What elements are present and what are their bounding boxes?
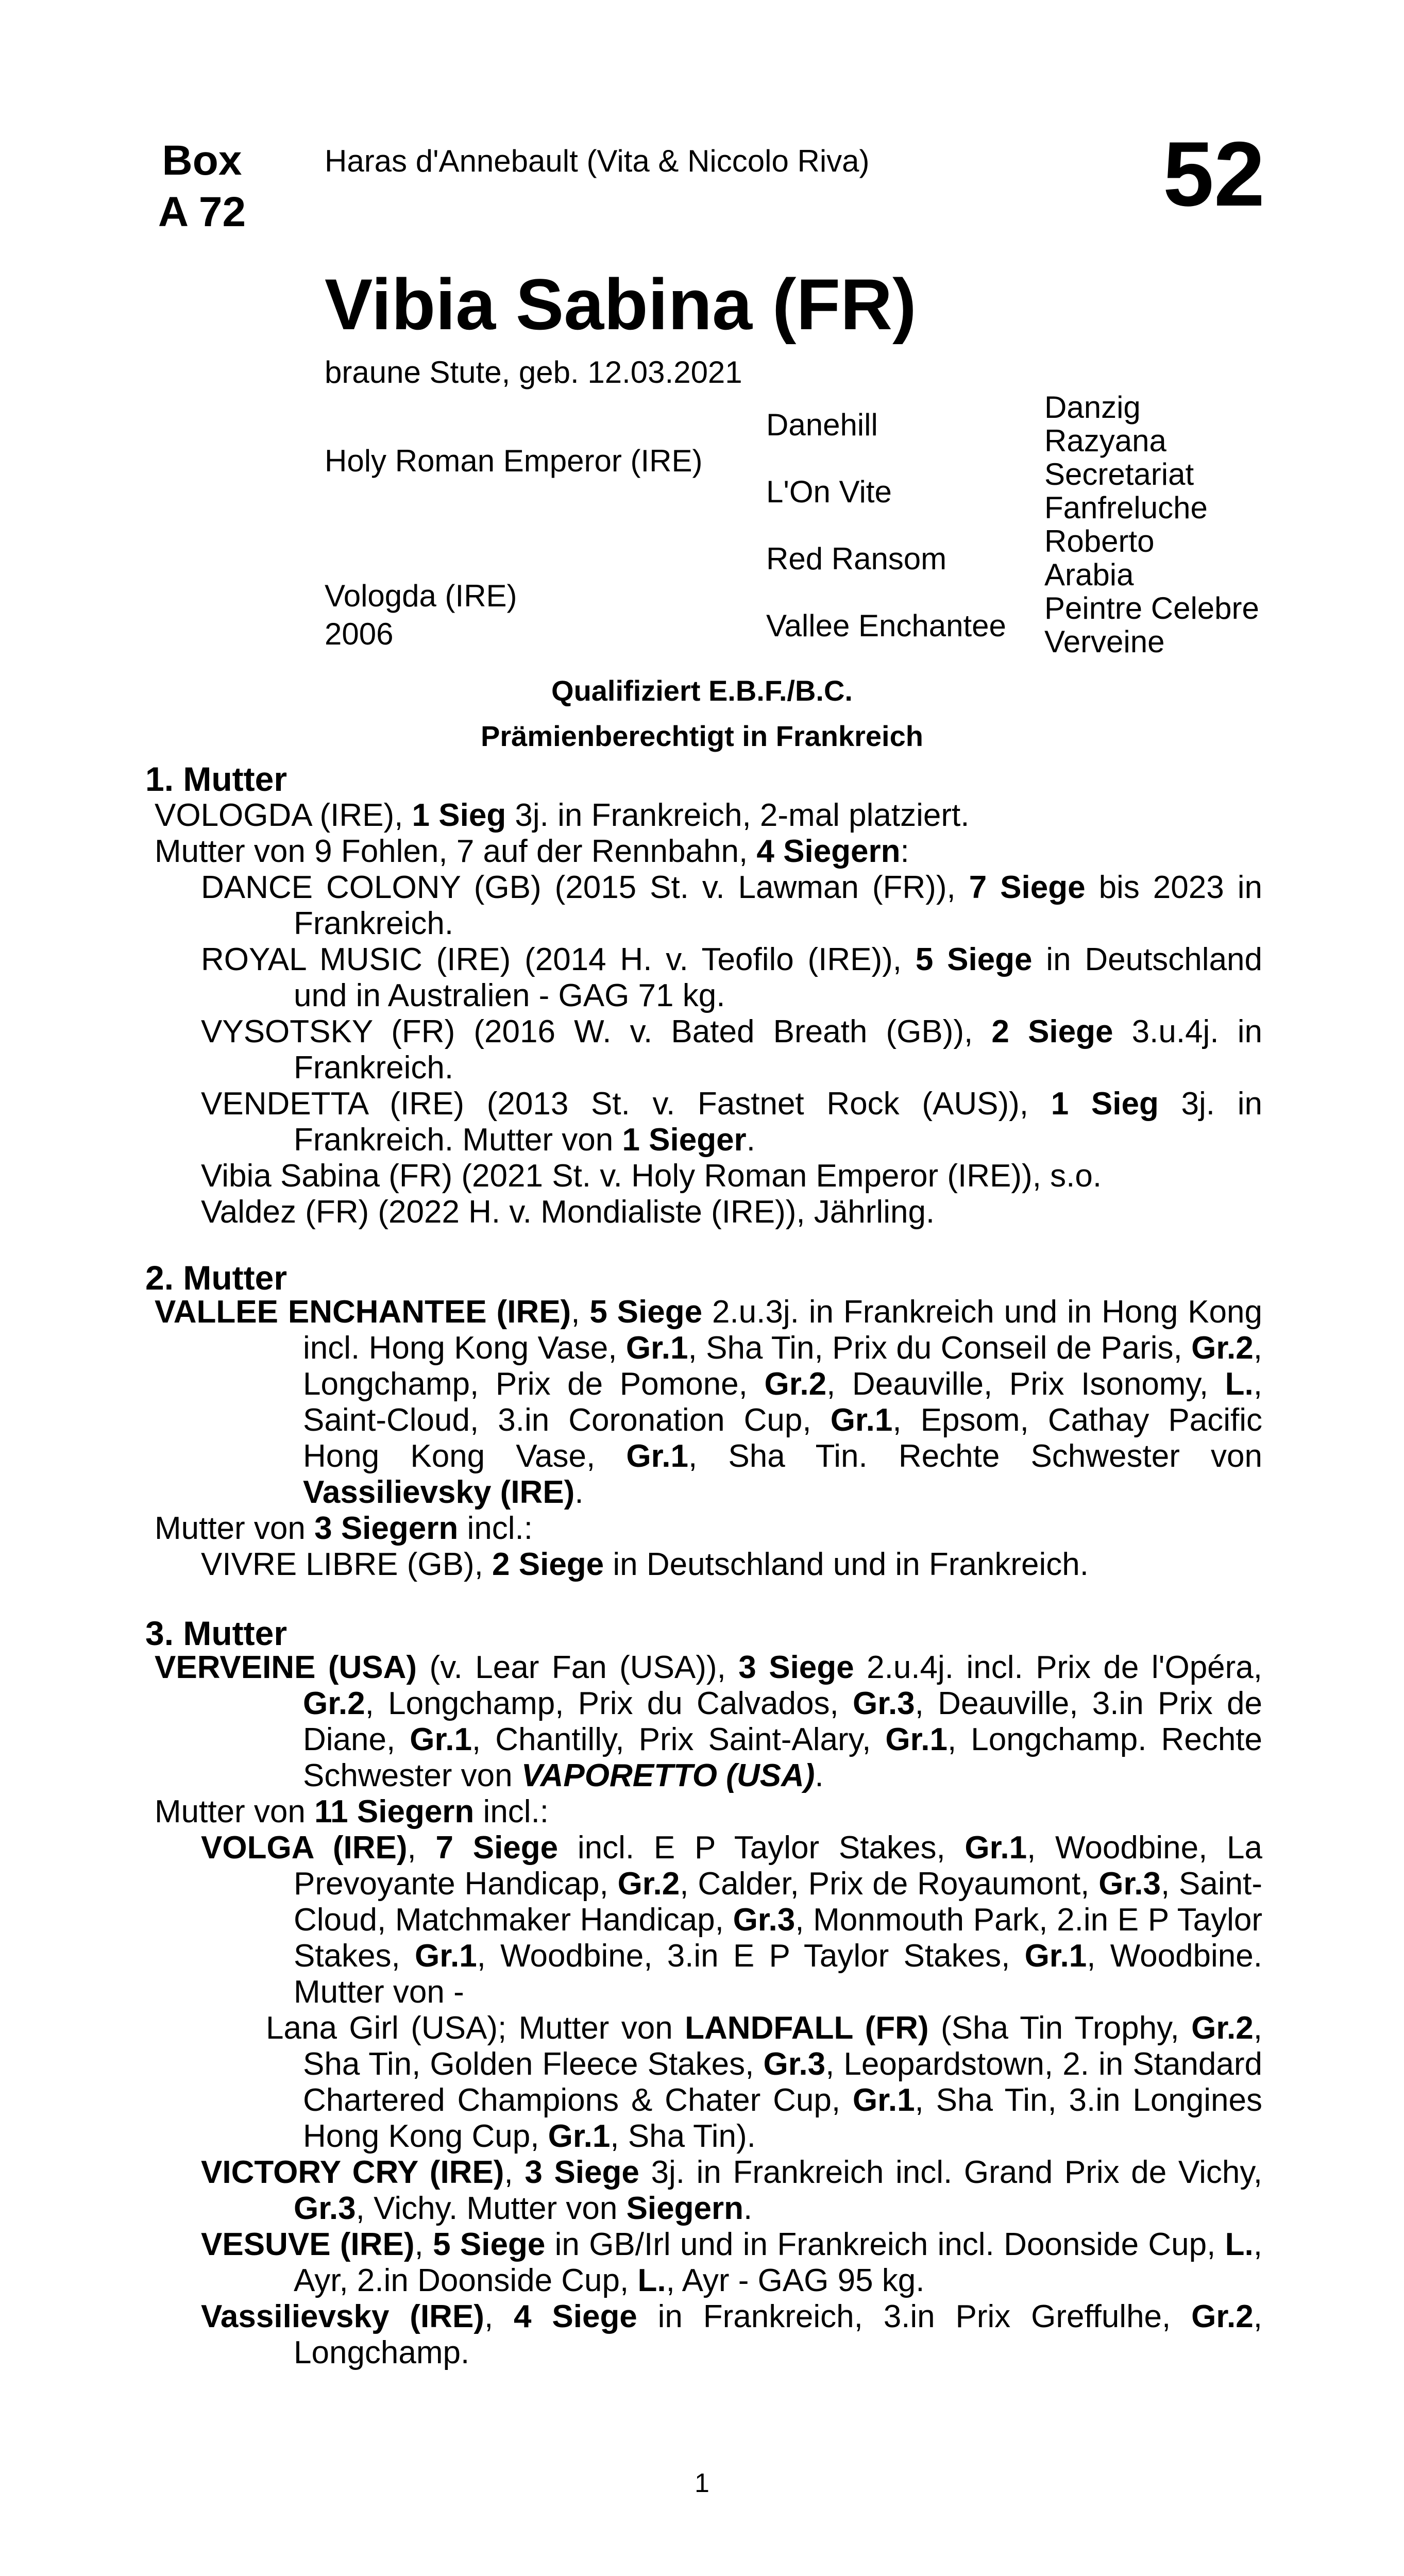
list-item: Lana Girl (USA); Mutter von LANDFALL (FR) (Sha Tin Trophy, Gr.2, Sha Tin, Golden Fleece Stakes, Gr.3, Leopardstown, 2. in Standard Chartered Champions & Chater Cup, Gr.1, Sha Tin, 3.in Longines Hong Kong Cup, Gr.1, Sha Tin). <box>266 2010 1262 2154</box>
section-mutter-3-progeny <box>201 1830 1262 2371</box>
pedigree-gen3-2: Razyana <box>1044 423 1166 458</box>
horse-name: Vibia Sabina (FR) <box>325 264 917 345</box>
list-item: VICTORY CRY (IRE), 3 Siege 3j. in Frankreich incl. Grand Prix de Vichy, Gr.3, Vichy. Mutter von Siegern. <box>201 2155 1263 2226</box>
list-item: Vibia Sabina (FR) (2021 St. v. Holy Roman Emperor (IRE)), s.o. <box>201 1158 1102 1194</box>
dam-offspring-summary: Mutter von 3 Siegern incl.: <box>155 1511 533 1546</box>
pedigree-gen3-6: Arabia <box>1044 557 1134 592</box>
pedigree-dam-year: 2006 <box>325 617 394 651</box>
section-mutter-1 <box>155 798 1262 870</box>
pedigree-sire: Holy Roman Emperor (IRE) <box>325 444 703 478</box>
qualification-note: Qualifiziert E.B.F./B.C. <box>551 674 853 707</box>
section-mutter-2 <box>155 1294 1262 1583</box>
list-item: VOLGA (IRE), 7 Siege incl. E P Taylor Stakes, Gr.1, Woodbine, La Prevoyante Handicap, Gr.2, Calder, Prix de Royaumont, Gr.3, Saint-Cloud, Matchmaker Handicap, Gr.3, Monmouth Park, 2.in E P Taylor Stakes, Gr.1, Woodbine, 3.in E P Taylor Stakes, Gr.1, Woodbine. Mutter von - <box>201 1830 1263 2010</box>
box-label <box>145 135 259 238</box>
dam-record: VERVEINE (USA) (v. Lear Fan (USA)), 3 Siege 2.u.4j. incl. Prix de l'Opéra, Gr.2, Longchamp, Prix du Calvados, Gr.3, Deauville, 3.in Prix de Diane, Gr.1, Chantilly, Prix Saint-Alary, Gr.1, Longchamp. Rechte Schwester von VAPORETTO (USA). <box>155 1650 1263 1793</box>
lot-number: 52 <box>1163 123 1265 225</box>
pedigree-dam: Vologda (IRE) <box>325 579 517 613</box>
pedigree-gen3-1: Danzig <box>1044 390 1141 425</box>
box-label-line1: Box <box>162 137 242 184</box>
dam-offspring-summary: Mutter von 9 Fohlen, 7 auf der Rennbahn, 4 Siegern: <box>155 834 909 869</box>
list-item: VENDETTA (IRE) (2013 St. v. Fastnet Rock (AUS)), 1 Sieg 3j. in Frankreich. Mutter von 1 Sieger. <box>201 1086 1263 1158</box>
list-item: VYSOTSKY (FR) (2016 W. v. Bated Breath (GB)), 2 Siege 3.u.4j. in Frankreich. <box>201 1014 1262 1086</box>
list-item: DANCE COLONY (GB) (2015 St. v. Lawman (FR)), 7 Siege bis 2023 in Frankreich. <box>201 870 1262 941</box>
pedigree-gen3-5: Roberto <box>1044 524 1155 558</box>
premium-note: Prämienberechtigt in Frankreich <box>481 720 923 752</box>
pedigree-gen2-2: L'On Vite <box>766 474 892 509</box>
section-mutter-3 <box>155 1650 1262 1830</box>
pedigree-gen3-7: Peintre Celebre <box>1044 591 1259 625</box>
pedigree-gen3-4: Fanfreluche <box>1044 490 1208 525</box>
dam-offspring-summary: Mutter von 11 Siegern incl.: <box>155 1794 549 1829</box>
section-mutter-2-heading: 2. Mutter <box>145 1259 287 1297</box>
pedigree-gen2-3: Red Ransom <box>766 541 947 576</box>
list-item: VESUVE (IRE), 5 Siege in GB/Irl und in Frankreich incl. Doonside Cup, L., Ayr, 2.in Doonside Cup, L., Ayr - GAG 95 kg. <box>201 2227 1262 2298</box>
box-label-line2: A 72 <box>158 189 246 235</box>
pedigree-gen3-3: Secretariat <box>1044 457 1194 492</box>
pedigree-gen3-8: Verveine <box>1044 624 1165 659</box>
list-item: ROYAL MUSIC (IRE) (2014 H. v. Teofilo (IRE)), 5 Siege in Deutschland und in Australien - GAG 71 kg. <box>201 942 1263 1013</box>
dam-record: VOLOGDA (IRE), 1 Sieg 3j. in Frankreich, 2-mal platziert. <box>155 798 970 833</box>
seller-name: Haras d'Annebault (Vita & Niccolo Riva) <box>325 144 870 178</box>
section-mutter-1-progeny <box>201 870 1262 1230</box>
list-item: Vassilievsky (IRE), 4 Siege in Frankreich, 3.in Prix Greffulhe, Gr.2, Longchamp. <box>201 2299 1262 2370</box>
section-mutter-1-heading: 1. Mutter <box>145 760 287 798</box>
pedigree-gen2-4: Vallee Enchantee <box>766 608 1006 643</box>
list-item: VIVRE LIBRE (GB), 2 Siege in Deutschland und in Frankreich. <box>201 1547 1089 1582</box>
pedigree-gen2-1: Danehill <box>766 408 878 442</box>
dam-record: VALLEE ENCHANTEE (IRE), 5 Siege 2.u.3j. in Frankreich und in Hong Kong incl. Hong Kong Vase, Gr.1, Sha Tin, Prix du Conseil de Paris, Gr.2, Longchamp, Prix de Pomone, Gr.2, Deauville, Prix Isonomy, L., Saint-Cloud, 3.in Coronation Cup, Gr.1, Epsom, Cathay Pacific Hong Kong Vase, Gr.1, Sha Tin. Rechte Schwester von Vassilievsky (IRE). <box>155 1294 1262 1510</box>
section-mutter-3-heading: 3. Mutter <box>145 1614 287 1652</box>
list-item: Valdez (FR) (2022 H. v. Mondialiste (IRE)), Jährling. <box>201 1194 935 1230</box>
page-number: 1 <box>695 2468 709 2498</box>
horse-description: braune Stute, geb. 12.03.2021 <box>325 355 742 389</box>
